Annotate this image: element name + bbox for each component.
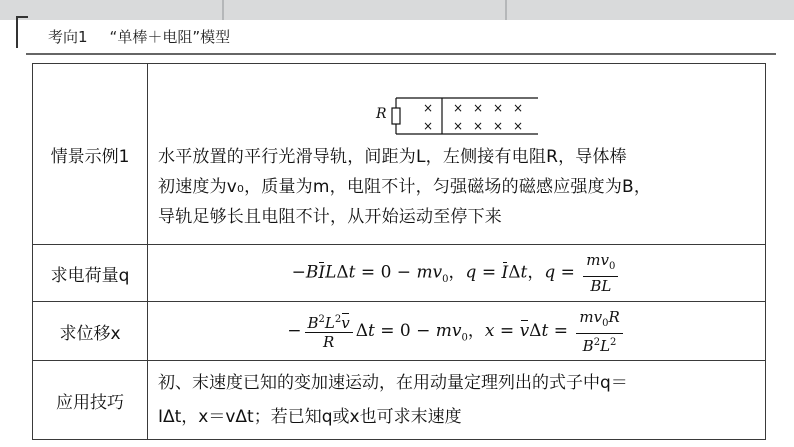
section-heading: [48, 26, 230, 47]
scenario-line: 导轨足够长且电阻不计，从开始运动至停下来: [158, 207, 502, 227]
row-label-text: 求电荷量q: [50, 265, 130, 286]
scenario-cell: [148, 64, 766, 245]
field-mark: ×: [512, 119, 523, 133]
table-row: [33, 361, 766, 440]
charge-formula-cell: [148, 245, 766, 302]
row-label: [33, 64, 148, 245]
section-number: 考向1: [48, 28, 88, 46]
top-bar-tick: [222, 0, 224, 20]
tips-cell: [148, 361, 766, 440]
circuit-diagram: [372, 82, 542, 140]
scenario-text: [158, 142, 755, 232]
row-label-text: 情景示例1: [50, 146, 130, 167]
field-mark: ×: [452, 119, 463, 133]
table-row: [33, 302, 766, 361]
header-rule: [26, 53, 776, 55]
row-label-text: 应用技巧: [56, 392, 124, 413]
tips-text: [148, 366, 765, 434]
displacement-formula-cell: [148, 302, 766, 361]
charge-formula: $-BIL\Delta t = 0 - mv_0$，q = IΔt，q = $\frac{mv_0}{BL}$: [148, 251, 765, 295]
magnetic-field: [423, 101, 523, 133]
row-label: [33, 302, 148, 361]
field-mark: ×: [422, 119, 433, 133]
resistor-symbol: [392, 108, 400, 124]
field-mark: ×: [512, 101, 523, 115]
top-bar: [0, 0, 794, 20]
table-row: [33, 245, 766, 302]
scenario-line: 初速度为v₀，质量为m，电阻不计，匀强磁场的磁感应强度为B，: [158, 177, 652, 197]
resistor-label: R: [375, 106, 387, 122]
section-header: [26, 20, 776, 53]
field-mark: ×: [492, 119, 503, 133]
section-title: “单棒＋电阻”模型: [109, 28, 231, 46]
field-mark: ×: [472, 119, 483, 133]
scenario-line: 水平放置的平行光滑导轨，间距为L，左侧接有电阻R，导体棒: [158, 147, 627, 167]
row-label: [33, 361, 148, 440]
row-label-text: 求位移x: [59, 323, 121, 344]
field-mark: ×: [452, 101, 463, 115]
model-table: [32, 63, 766, 440]
top-bar-tick: [505, 0, 507, 20]
field-mark: ×: [472, 101, 483, 115]
field-mark: ×: [492, 101, 503, 115]
row-label: [33, 245, 148, 302]
table-row: [33, 64, 766, 245]
field-mark: ×: [422, 101, 433, 115]
displacement-formula: − $\frac{B^2L^2v}{R}$ $\Delta t = 0 - mv_0$，x = vΔt = $\frac{mv_0R}{B^2L^2}$: [148, 308, 765, 355]
tips-line: 初、末速度已知的变加速运动，在用动量定理列出的式子中q＝: [158, 373, 628, 393]
tips-line: IΔt，x＝vΔt；若已知q或x也可求末速度: [158, 407, 462, 427]
